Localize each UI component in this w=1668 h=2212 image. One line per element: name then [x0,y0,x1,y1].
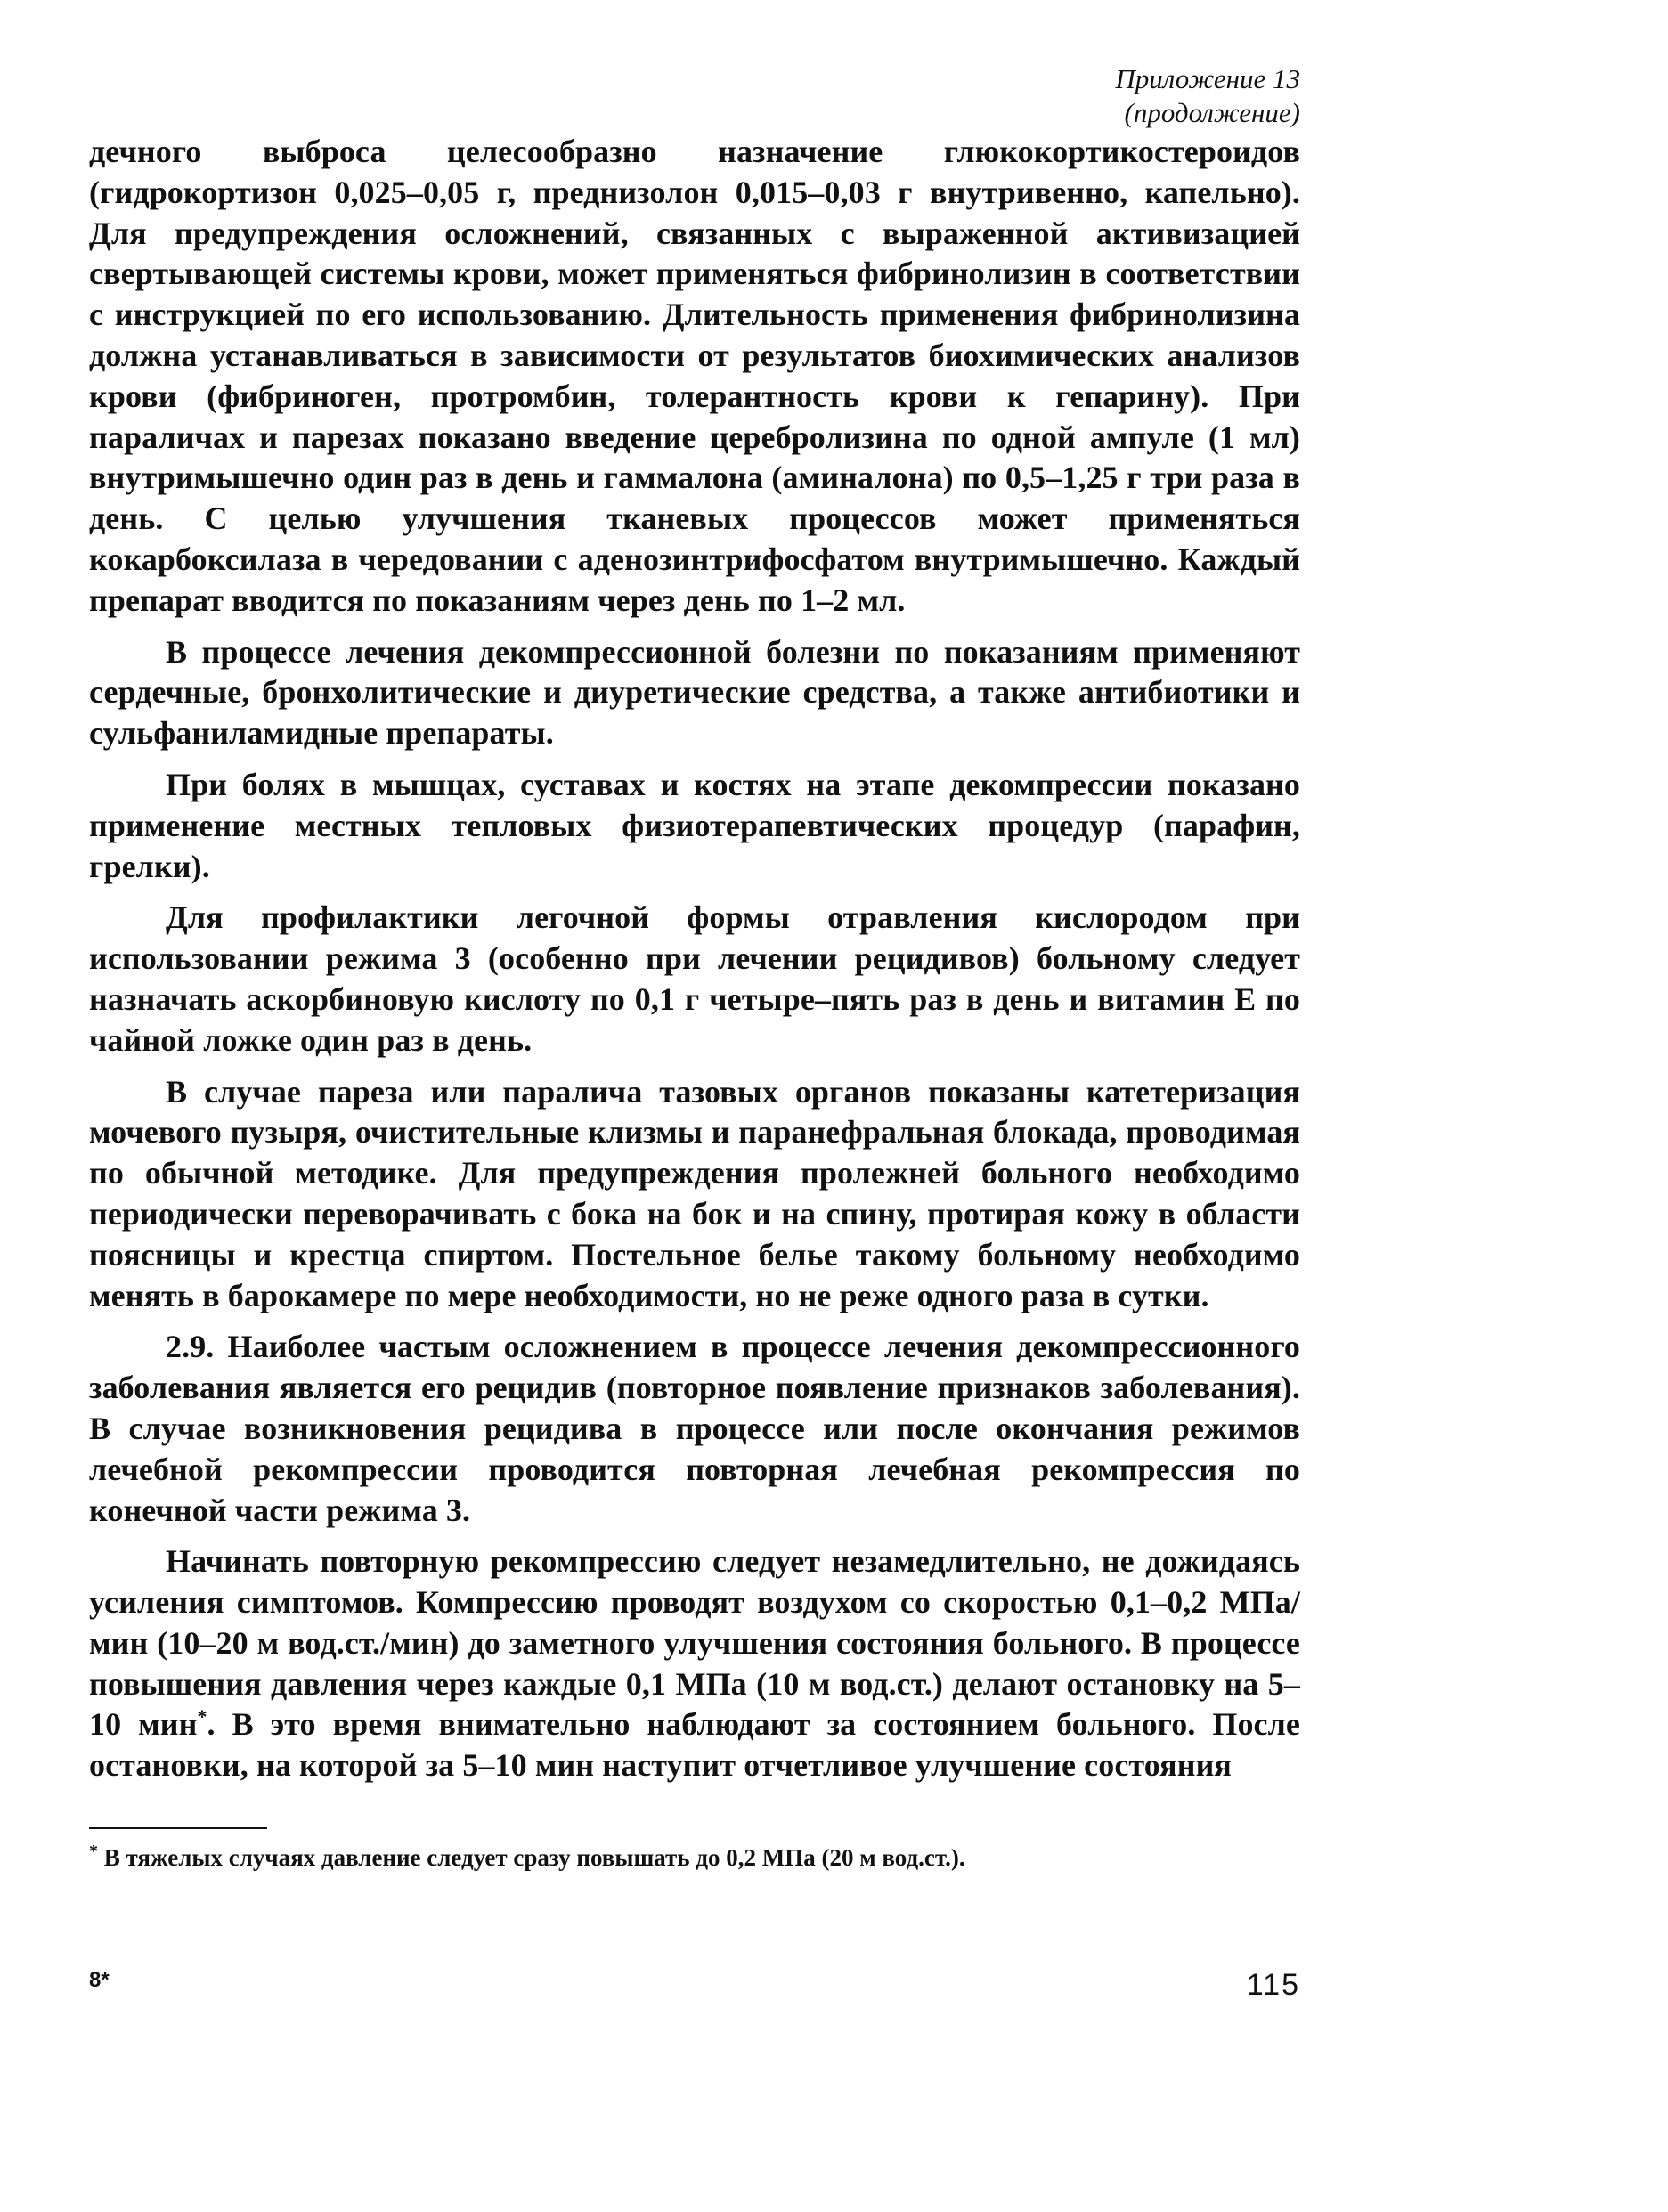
signature-mark: 8* [89,1968,110,1992]
page-footer [89,1968,1300,2013]
page-number: 115 [1246,1968,1300,2002]
running-head-continuation: (продолжение) [1124,97,1300,128]
paragraph-text-before-footnote: Начинать повторную рекомпрессию следует незамедлительно, не дожидаясь усиления симптомов. Компрессию проводят воздухом со скоростью 0,1–0,2 МПа/мин (10–20 м вод.ст./мин) до заметного улучшения состояния больного. В процессе повышения давления через каждые 0,1 МПа (10 м вод.ст.) делают остановку на 5–10 мин [89,1543,1300,1743]
paragraph: Для профилактики легочной формы отравления кислородом при использовании режима 3 (особенно при лечении рецидивов) больному следует назначать аскорбиновую кислоту по 0,1 г четыре–пять раз в день и витамин Е по чайной ложке один раз в день. [89,899,1300,1058]
paragraph-section-2-9: 2.9. Наиболее частым осложнением в процессе лечения декомпрессионного заболевания является его рецидив (повторное появление признаков заболевания). В случае возникновения рецидива в процессе или после окончания режимов лечебной рекомпрессии проводится повторная лечебная рекомпрессия по конечной части режима 3. [89,1329,1300,1528]
running-head-title: Приложение 13 [1115,63,1300,94]
footnote-divider [89,1827,267,1829]
footnote-marker: * [89,1842,98,1862]
paragraph: В случае пареза или паралича тазовых органов показаны катетеризация мочевого пузыря, очистительные клизмы и паранефральная блокада, проводимая по обычной методике. Для предупреждения пролежней больного необходимо периодически переворачивать с бока на бок и на спину, протирая кожу в области поясницы и крестца спиртом. Постельное белье такому больному необходимо менять в барокамере по мере необходимости, но не реже одного раза в сутки. [89,1073,1300,1313]
footnote-text: В тяжелых случаях давление следует сразу повышать до 0,2 МПа (20 м вод.ст.). [103,1844,965,1872]
paragraph: дечного выброса целесообразно назначение глюкокортикостероидов (гидрокортизон 0,025–0,05 г, преднизолон 0,015–0,03 г внутривенно, капельно). Для предупреждения осложнений, связанных с выраженной активизацией свертывающей системы крови, может применяться фибринолизин в соответствии с инструкцией по его использованию. Длительность применения фибринолизина должна устанавливаться в зависимости от результатов биохимических анализов крови (фибриноген, протромбин, толерантность крови к гепарину). При параличах и парезах показано введение церебролизина по одной ампуле (1 мл) внутримышечно один раз в день и гаммалона (аминалона) по 0,5–1,25 г три раза в день. С целью улучшения тканевых процессов может применяться кокарбоксилаза в чередовании с аденозинтрифосфатом внутримышечно. Каждый препарат вводится по показаниям через день по 1–2 мл. [89,134,1300,618]
running-head [89,62,1300,130]
document-page [89,62,1300,2173]
paragraph [89,1541,1300,1786]
body-text [89,132,1300,1786]
footnote-reference: * [197,1705,207,1728]
paragraph: При болях в мышцах, суставах и костях на этапе декомпрессии показано применение местных тепловых физиотерапевтических процедур (парафин, грелки). [89,766,1300,884]
paragraph-text-after-footnote: . В это время внимательно наблюдают за состоянием больного. После остановки, на которой за 5–10 мин наступит отчетливое улучшение состояния [89,1706,1301,1784]
footnote [89,1836,1300,1873]
paragraph: В процессе лечения декомпрессионной болезни по показаниям применяют сердечные, бронхолитические и диуретические средства, а также антибиотики и сульфаниламидные препараты. [89,633,1300,752]
